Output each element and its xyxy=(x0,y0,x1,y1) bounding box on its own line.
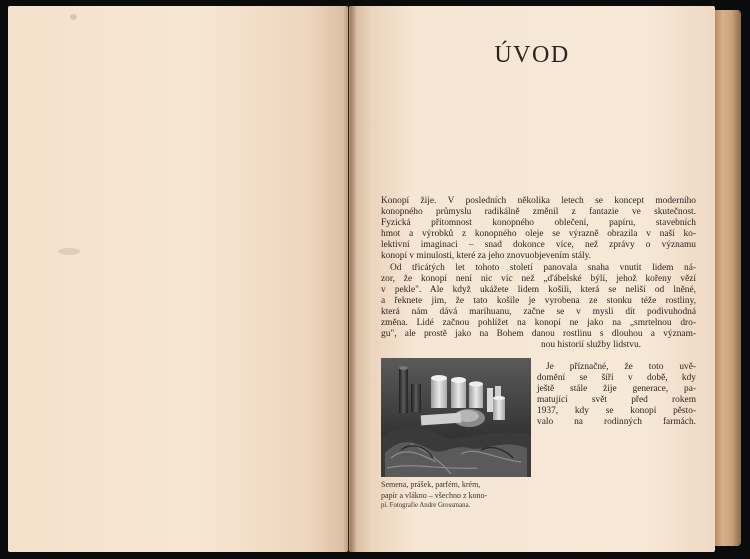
sidebar-text xyxy=(537,362,696,429)
sidebar-line: matující svět před rokem xyxy=(537,395,696,406)
page-edge xyxy=(715,10,741,546)
body-line: konopného průmyslu radikálně změnil z fantazie ve skutečnost. xyxy=(381,207,696,218)
body-line: gu", ale prostě jako na Bohem danou rostlinu s dlouhou a význam- xyxy=(381,329,696,340)
body-line: která nám dává marihuanu, začne se v mysli dít podivuhodná xyxy=(381,306,696,317)
body-line: v pekle". Ale když ukážete lidem košili, která se neliší od lněné, xyxy=(381,284,696,295)
hemp-products-photo xyxy=(381,358,531,477)
caption-credit: pí. Fotografie Andre Grossmana. xyxy=(381,502,471,509)
chapter-title: ÚVOD xyxy=(494,42,570,68)
body-line: zor, že konopí není nic víc než „ďábelské býlí, jehož kořeny vězí xyxy=(381,273,696,284)
sidebar-line: 1937, kdy se konopí pěsto- xyxy=(537,406,696,417)
sidebar-line: valo na rodinných farmách. xyxy=(537,417,696,428)
paper-speck xyxy=(70,14,77,20)
left-page xyxy=(8,6,348,552)
body-line: konopí v minulosti, které za jeho znovuobjevením stály. xyxy=(381,251,592,262)
body-line: změna. Lidé začnou pohlížet na konopí ne jako na „smrtelnou dro- xyxy=(381,318,696,329)
sidebar-line: domění se šíří v době, kdy xyxy=(537,373,696,384)
caption-line: papír a vlákno – všechno z kono- xyxy=(381,490,488,500)
paper-speck xyxy=(58,248,80,255)
photo-illustration xyxy=(381,358,531,477)
body-line: Od třicátých let tohoto století panovala snaha vnutit lidem ná- xyxy=(390,262,696,273)
body-text xyxy=(381,196,696,351)
body-line: Konopí žije. V posledních několika letech se koncept moderního xyxy=(381,196,696,206)
sidebar-line: Je příznačné, že toto uvě- xyxy=(546,362,696,372)
sidebar-line: ještě stále žije generace, pa- xyxy=(537,384,696,395)
spine-shadow xyxy=(343,6,357,552)
photo-caption xyxy=(381,480,487,512)
caption-line: Semena, prášek, parfém, krém, xyxy=(381,480,481,489)
body-line: lektivní imaginaci – snad dokonce více, než zprávy o významu xyxy=(381,240,696,251)
body-line: hmot a výrobků z konopného oleje se výrazně obrazila v naší ko- xyxy=(381,229,696,240)
body-line: nou historií služby lidstvu. xyxy=(541,340,642,351)
body-line: a řeknete jim, že tato košile je vyrobena ze stonku téže rostliny, xyxy=(381,295,696,306)
body-line: Fyzická přítomnost konopného oblečení, papíru, stavebních xyxy=(381,218,696,229)
